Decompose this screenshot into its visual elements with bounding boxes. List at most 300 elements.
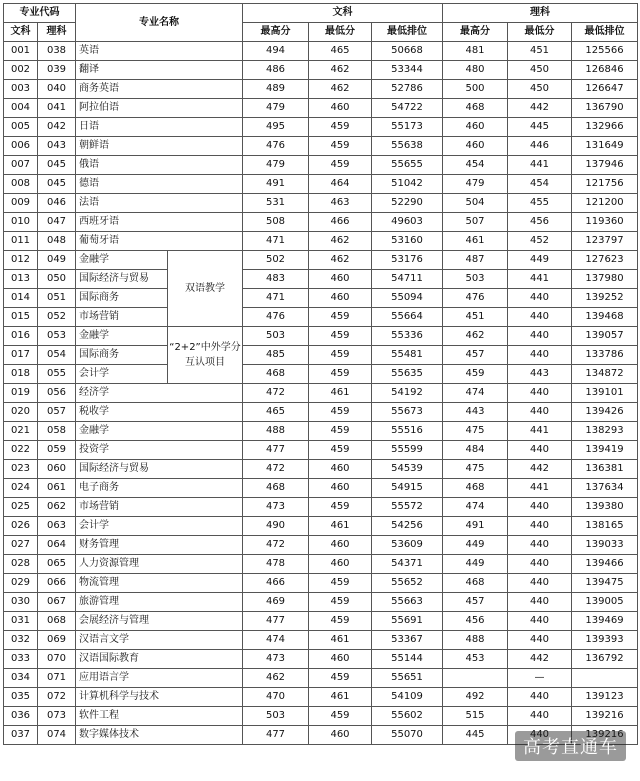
major-name-cell: 旅游管理 bbox=[76, 593, 243, 612]
table-row bbox=[4, 42, 638, 61]
li-min-cell: 454 bbox=[508, 175, 572, 194]
wen-rank-header: 最低排位 bbox=[372, 23, 443, 42]
wen-min-cell: 459 bbox=[309, 422, 372, 441]
li-max-cell: 474 bbox=[443, 498, 508, 517]
major-name-cell: 德语 bbox=[76, 175, 243, 194]
li-max-cell: 476 bbox=[443, 289, 508, 308]
wen-min-cell: 459 bbox=[309, 441, 372, 460]
table-row bbox=[4, 669, 638, 688]
li-code-cell: 067 bbox=[38, 593, 76, 612]
wen-min-cell: 460 bbox=[309, 555, 372, 574]
table-row bbox=[4, 156, 638, 175]
li-min-cell: 456 bbox=[508, 213, 572, 232]
wen-rank-cell: 55635 bbox=[372, 365, 443, 384]
table-row bbox=[4, 80, 638, 99]
li-code-cell: 066 bbox=[38, 574, 76, 593]
wen-max-cell: 472 bbox=[243, 384, 309, 403]
li-code-cell: 059 bbox=[38, 441, 76, 460]
wen-min-cell: 459 bbox=[309, 498, 372, 517]
wen-max-cell: 476 bbox=[243, 137, 309, 156]
wen-rank-cell: 53344 bbox=[372, 61, 443, 80]
li-max-cell: 475 bbox=[443, 460, 508, 479]
wen-rank-cell: 54539 bbox=[372, 460, 443, 479]
wen-rank-cell: 49603 bbox=[372, 213, 443, 232]
major-name-cell: 市场营销 bbox=[76, 498, 243, 517]
wen-max-cell: 488 bbox=[243, 422, 309, 441]
bilingual-note: 双语教学 bbox=[168, 251, 243, 327]
wen-min-cell: 459 bbox=[309, 612, 372, 631]
li-code-cell: 040 bbox=[38, 80, 76, 99]
wen-rank-cell: 54722 bbox=[372, 99, 443, 118]
li-code-cell: 054 bbox=[38, 346, 76, 365]
wen-rank-cell: 54371 bbox=[372, 555, 443, 574]
li-rank-cell: 136792 bbox=[572, 650, 638, 669]
wen-code-cell: 031 bbox=[4, 612, 38, 631]
li-code-cell: 058 bbox=[38, 422, 76, 441]
wen-max-header: 最高分 bbox=[243, 23, 309, 42]
li-max-cell: 456 bbox=[443, 612, 508, 631]
li-rank-cell: 121200 bbox=[572, 194, 638, 213]
wen-code-cell: 025 bbox=[4, 498, 38, 517]
li-code-header: 理科 bbox=[38, 23, 76, 42]
li-code-cell: 045 bbox=[38, 156, 76, 175]
wen-code-cell: 004 bbox=[4, 99, 38, 118]
li-rank-cell: 139469 bbox=[572, 612, 638, 631]
major-name-cell: 会计学 bbox=[76, 365, 168, 384]
wen-min-cell: 461 bbox=[309, 688, 372, 707]
wen-min-cell: 459 bbox=[309, 403, 372, 422]
li-rank-header: 最低排位 bbox=[572, 23, 638, 42]
wen-code-cell: 013 bbox=[4, 270, 38, 289]
li-min-cell: 450 bbox=[508, 61, 572, 80]
major-name-cell: 汉语国际教育 bbox=[76, 650, 243, 669]
wen-code-cell: 011 bbox=[4, 232, 38, 251]
wen-rank-cell: 55655 bbox=[372, 156, 443, 175]
li-max-cell: 479 bbox=[443, 175, 508, 194]
li-rank-cell: 139380 bbox=[572, 498, 638, 517]
li-group-header: 理科 bbox=[443, 4, 638, 23]
wen-min-cell: 459 bbox=[309, 346, 372, 365]
li-min-cell: 445 bbox=[508, 118, 572, 137]
table-row bbox=[4, 346, 638, 365]
wen-min-cell: 460 bbox=[309, 479, 372, 498]
li-code-cell: 061 bbox=[38, 479, 76, 498]
wen-code-cell: 022 bbox=[4, 441, 38, 460]
table-row bbox=[4, 688, 638, 707]
li-code-cell: 057 bbox=[38, 403, 76, 422]
li-rank-cell: 136790 bbox=[572, 99, 638, 118]
li-min-cell: 442 bbox=[508, 650, 572, 669]
li-max-cell: 460 bbox=[443, 118, 508, 137]
wen-rank-cell: 55602 bbox=[372, 707, 443, 726]
wen-code-cell: 003 bbox=[4, 80, 38, 99]
table-row bbox=[4, 118, 638, 137]
wen-code-cell: 018 bbox=[4, 365, 38, 384]
li-rank-cell: 127623 bbox=[572, 251, 638, 270]
li-rank-cell: 139426 bbox=[572, 403, 638, 422]
li-min-cell: 443 bbox=[508, 365, 572, 384]
table-row bbox=[4, 650, 638, 669]
li-rank-cell: 138165 bbox=[572, 517, 638, 536]
wen-min-cell: 460 bbox=[309, 650, 372, 669]
li-rank-cell: 137980 bbox=[572, 270, 638, 289]
li-rank-cell: 139475 bbox=[572, 574, 638, 593]
wen-min-cell: 463 bbox=[309, 194, 372, 213]
li-code-cell: 056 bbox=[38, 384, 76, 403]
table-row bbox=[4, 517, 638, 536]
li-max-cell: 475 bbox=[443, 422, 508, 441]
wen-min-cell: 459 bbox=[309, 669, 372, 688]
wen-max-cell: 462 bbox=[243, 669, 309, 688]
li-max-cell bbox=[443, 669, 508, 688]
wen-min-cell: 462 bbox=[309, 61, 372, 80]
wen-min-cell: 459 bbox=[309, 574, 372, 593]
wen-code-cell: 037 bbox=[4, 726, 38, 745]
wen-rank-cell: 55516 bbox=[372, 422, 443, 441]
wen-code-cell: 034 bbox=[4, 669, 38, 688]
major-name-cell: 商务英语 bbox=[76, 80, 243, 99]
li-code-cell: 068 bbox=[38, 612, 76, 631]
wen-max-cell: 489 bbox=[243, 80, 309, 99]
major-name-cell: 阿拉伯语 bbox=[76, 99, 243, 118]
major-name-cell: 会展经济与管理 bbox=[76, 612, 243, 631]
major-name-cell: 葡萄牙语 bbox=[76, 232, 243, 251]
major-name-cell: 市场营销 bbox=[76, 308, 168, 327]
li-max-cell: 468 bbox=[443, 479, 508, 498]
wen-code-cell: 015 bbox=[4, 308, 38, 327]
li-rank-cell: 139216 bbox=[572, 726, 638, 745]
li-max-cell: 443 bbox=[443, 403, 508, 422]
li-rank-cell: 139057 bbox=[572, 327, 638, 346]
wen-max-cell: 474 bbox=[243, 631, 309, 650]
li-min-cell: 442 bbox=[508, 460, 572, 479]
li-rank-cell: 139033 bbox=[572, 536, 638, 555]
wen-max-cell: 531 bbox=[243, 194, 309, 213]
li-rank-cell: 119360 bbox=[572, 213, 638, 232]
major-name-cell: 数字媒体技术 bbox=[76, 726, 243, 745]
li-min-cell: 451 bbox=[508, 42, 572, 61]
li-rank-cell: 139468 bbox=[572, 308, 638, 327]
wen-code-cell: 023 bbox=[4, 460, 38, 479]
major-name-cell: 软件工程 bbox=[76, 707, 243, 726]
li-code-cell: 041 bbox=[38, 99, 76, 118]
wen-code-cell: 033 bbox=[4, 650, 38, 669]
wen-rank-cell: 54256 bbox=[372, 517, 443, 536]
wen-max-cell: 468 bbox=[243, 479, 309, 498]
wen-min-cell: 460 bbox=[309, 460, 372, 479]
li-code-cell: 063 bbox=[38, 517, 76, 536]
li-min-cell: 440 bbox=[508, 289, 572, 308]
li-max-cell: 445 bbox=[443, 726, 508, 745]
li-max-cell: 449 bbox=[443, 536, 508, 555]
table-row bbox=[4, 213, 638, 232]
wen-rank-cell: 55664 bbox=[372, 308, 443, 327]
wen-code-cell: 009 bbox=[4, 194, 38, 213]
li-code-cell: 060 bbox=[38, 460, 76, 479]
wen-max-cell: 477 bbox=[243, 441, 309, 460]
li-code-cell: 047 bbox=[38, 213, 76, 232]
li-max-cell: 503 bbox=[443, 270, 508, 289]
li-min-cell: 441 bbox=[508, 479, 572, 498]
wen-rank-cell: 55652 bbox=[372, 574, 443, 593]
wen-max-cell: 491 bbox=[243, 175, 309, 194]
table-row bbox=[4, 441, 638, 460]
table-row bbox=[4, 289, 638, 308]
major-name-cell: 电子商务 bbox=[76, 479, 243, 498]
wen-max-cell: 465 bbox=[243, 403, 309, 422]
code-group-header: 专业代码 bbox=[4, 4, 76, 23]
table-row bbox=[4, 536, 638, 555]
li-max-cell: 453 bbox=[443, 650, 508, 669]
wen-code-cell: 028 bbox=[4, 555, 38, 574]
wen-code-cell: 027 bbox=[4, 536, 38, 555]
li-min-cell: 450 bbox=[508, 80, 572, 99]
li-code-cell: 062 bbox=[38, 498, 76, 517]
wen-rank-cell: 53160 bbox=[372, 232, 443, 251]
table-row bbox=[4, 422, 638, 441]
li-rank-cell: 139419 bbox=[572, 441, 638, 460]
li-code-cell: 042 bbox=[38, 118, 76, 137]
wen-code-cell: 007 bbox=[4, 156, 38, 175]
li-min-cell: 440 bbox=[508, 536, 572, 555]
wen-min-cell: 462 bbox=[309, 80, 372, 99]
major-name-cell: 投资学 bbox=[76, 441, 243, 460]
wen-rank-cell: 54192 bbox=[372, 384, 443, 403]
li-max-cell: 507 bbox=[443, 213, 508, 232]
major-name-cell: 汉语言文学 bbox=[76, 631, 243, 650]
table-row bbox=[4, 555, 638, 574]
li-max-cell: 461 bbox=[443, 232, 508, 251]
wen-code-cell: 030 bbox=[4, 593, 38, 612]
table-row bbox=[4, 460, 638, 479]
major-name-cell: 西班牙语 bbox=[76, 213, 243, 232]
wen-rank-cell: 55691 bbox=[372, 612, 443, 631]
li-min-header: 最低分 bbox=[508, 23, 572, 42]
wen-code-cell: 036 bbox=[4, 707, 38, 726]
wen-rank-cell: 55651 bbox=[372, 669, 443, 688]
li-rank-cell: 139101 bbox=[572, 384, 638, 403]
wen-code-cell: 026 bbox=[4, 517, 38, 536]
li-min-cell: 440 bbox=[508, 574, 572, 593]
li-min-cell: 449 bbox=[508, 251, 572, 270]
wen-rank-cell: 55673 bbox=[372, 403, 443, 422]
li-rank-cell: 125566 bbox=[572, 42, 638, 61]
li-min-cell: 440 bbox=[508, 726, 572, 745]
li-code-cell: 052 bbox=[38, 308, 76, 327]
major-name-cell: 会计学 bbox=[76, 517, 243, 536]
major-name-cell: 财务管理 bbox=[76, 536, 243, 555]
wen-max-cell: 502 bbox=[243, 251, 309, 270]
table-row bbox=[4, 593, 638, 612]
li-rank-cell: 139123 bbox=[572, 688, 638, 707]
wen-code-cell: 001 bbox=[4, 42, 38, 61]
wen-rank-cell: 55336 bbox=[372, 327, 443, 346]
wen-min-cell: 459 bbox=[309, 308, 372, 327]
wen-max-cell: 471 bbox=[243, 232, 309, 251]
li-code-cell: 071 bbox=[38, 669, 76, 688]
li-rank-cell: 139393 bbox=[572, 631, 638, 650]
wen-max-cell: 471 bbox=[243, 289, 309, 308]
li-rank-cell: 139252 bbox=[572, 289, 638, 308]
li-rank-cell bbox=[572, 669, 638, 688]
table-row bbox=[4, 175, 638, 194]
li-min-cell: 440 bbox=[508, 308, 572, 327]
li-max-cell: 457 bbox=[443, 593, 508, 612]
table-row bbox=[4, 498, 638, 517]
li-max-cell: 515 bbox=[443, 707, 508, 726]
wen-min-cell: 461 bbox=[309, 517, 372, 536]
wen-min-cell: 460 bbox=[309, 99, 372, 118]
wen-max-cell: 503 bbox=[243, 327, 309, 346]
wen-max-cell: 478 bbox=[243, 555, 309, 574]
table-row bbox=[4, 137, 638, 156]
wen-code-cell: 016 bbox=[4, 327, 38, 346]
li-min-cell: 440 bbox=[508, 498, 572, 517]
li-min-cell: 440 bbox=[508, 707, 572, 726]
major-name-cell: 金融学 bbox=[76, 327, 168, 346]
table-row bbox=[4, 574, 638, 593]
table-row bbox=[4, 61, 638, 80]
wen-code-cell: 029 bbox=[4, 574, 38, 593]
li-code-cell: 053 bbox=[38, 327, 76, 346]
wen-max-cell: 483 bbox=[243, 270, 309, 289]
wen-rank-cell: 52290 bbox=[372, 194, 443, 213]
li-code-cell: 049 bbox=[38, 251, 76, 270]
wen-max-cell: 479 bbox=[243, 99, 309, 118]
wen-min-cell: 459 bbox=[309, 707, 372, 726]
wen-max-cell: 485 bbox=[243, 346, 309, 365]
major-name-cell: 应用语言学 bbox=[76, 669, 243, 688]
li-max-cell: 454 bbox=[443, 156, 508, 175]
wen-rank-cell: 55481 bbox=[372, 346, 443, 365]
wen-rank-cell: 55094 bbox=[372, 289, 443, 308]
table-row bbox=[4, 270, 638, 289]
wen-min-header: 最低分 bbox=[309, 23, 372, 42]
major-name-cell: 国际商务 bbox=[76, 289, 168, 308]
table-row bbox=[4, 384, 638, 403]
wen-rank-cell: 55599 bbox=[372, 441, 443, 460]
li-max-cell: 460 bbox=[443, 137, 508, 156]
table-row bbox=[4, 308, 638, 327]
li-min-cell: 440 bbox=[508, 631, 572, 650]
li-rank-cell: 126846 bbox=[572, 61, 638, 80]
wen-rank-cell: 55173 bbox=[372, 118, 443, 137]
li-min-cell: 440 bbox=[508, 327, 572, 346]
wen-min-cell: 459 bbox=[309, 118, 372, 137]
wen-max-cell: 479 bbox=[243, 156, 309, 175]
wen-code-cell: 014 bbox=[4, 289, 38, 308]
li-code-cell: 046 bbox=[38, 194, 76, 213]
table-row bbox=[4, 194, 638, 213]
wen-min-cell: 461 bbox=[309, 384, 372, 403]
wen-min-cell: 462 bbox=[309, 251, 372, 270]
major-name-cell: 物流管理 bbox=[76, 574, 243, 593]
li-max-cell: 491 bbox=[443, 517, 508, 536]
wen-max-cell: 473 bbox=[243, 498, 309, 517]
wen-code-header: 文科 bbox=[4, 23, 38, 42]
wen-rank-cell: 53609 bbox=[372, 536, 443, 555]
wen-code-cell: 008 bbox=[4, 175, 38, 194]
table-row bbox=[4, 707, 638, 726]
wen-min-cell: 464 bbox=[309, 175, 372, 194]
wen-rank-cell: 55070 bbox=[372, 726, 443, 745]
li-min-cell: 441 bbox=[508, 422, 572, 441]
li-code-cell: 055 bbox=[38, 365, 76, 384]
li-max-cell: 504 bbox=[443, 194, 508, 213]
li-code-cell: 065 bbox=[38, 555, 76, 574]
li-max-cell: 481 bbox=[443, 42, 508, 61]
li-rank-cell: 123797 bbox=[572, 232, 638, 251]
watermark: 高考直通车 bbox=[515, 731, 626, 761]
li-code-cell: 039 bbox=[38, 61, 76, 80]
wen-max-cell: 477 bbox=[243, 612, 309, 631]
wen-code-cell: 002 bbox=[4, 61, 38, 80]
wen-min-cell: 462 bbox=[309, 232, 372, 251]
wen-code-cell: 020 bbox=[4, 403, 38, 422]
wen-max-cell: 494 bbox=[243, 42, 309, 61]
wen-rank-cell: 55638 bbox=[372, 137, 443, 156]
wen-rank-cell: 53367 bbox=[372, 631, 443, 650]
wen-max-cell: 476 bbox=[243, 308, 309, 327]
wen-code-cell: 032 bbox=[4, 631, 38, 650]
li-min-cell: 440 bbox=[508, 555, 572, 574]
wen-max-cell: 469 bbox=[243, 593, 309, 612]
li-code-cell: 051 bbox=[38, 289, 76, 308]
wen-rank-cell: 54711 bbox=[372, 270, 443, 289]
li-code-cell: 048 bbox=[38, 232, 76, 251]
li-max-cell: 468 bbox=[443, 99, 508, 118]
li-min-cell: 440 bbox=[508, 441, 572, 460]
major-name-cell: 日语 bbox=[76, 118, 243, 137]
li-min-cell: 455 bbox=[508, 194, 572, 213]
li-rank-cell: 131649 bbox=[572, 137, 638, 156]
li-max-cell: 492 bbox=[443, 688, 508, 707]
wen-min-cell: 466 bbox=[309, 213, 372, 232]
wen-rank-cell: 55663 bbox=[372, 593, 443, 612]
li-code-cell: 073 bbox=[38, 707, 76, 726]
wen-rank-cell: 55144 bbox=[372, 650, 443, 669]
li-min-cell: 452 bbox=[508, 232, 572, 251]
wen-max-cell: 468 bbox=[243, 365, 309, 384]
wen-code-cell: 035 bbox=[4, 688, 38, 707]
table-row bbox=[4, 365, 638, 384]
wen-min-cell: 460 bbox=[309, 270, 372, 289]
li-rank-cell: 126647 bbox=[572, 80, 638, 99]
wen-rank-cell: 54109 bbox=[372, 688, 443, 707]
wen-rank-cell: 54915 bbox=[372, 479, 443, 498]
li-min-cell: 441 bbox=[508, 270, 572, 289]
wen-group-header: 文科 bbox=[243, 4, 443, 23]
table-row bbox=[4, 327, 638, 346]
wen-max-cell: 477 bbox=[243, 726, 309, 745]
wen-max-cell: 508 bbox=[243, 213, 309, 232]
wen-code-cell: 019 bbox=[4, 384, 38, 403]
table-row bbox=[4, 99, 638, 118]
li-max-cell: 449 bbox=[443, 555, 508, 574]
major-name-cell: 人力资源管理 bbox=[76, 555, 243, 574]
li-rank-cell: 137634 bbox=[572, 479, 638, 498]
admission-score-table bbox=[3, 3, 638, 745]
li-code-cell: 064 bbox=[38, 536, 76, 555]
wen-max-cell: 495 bbox=[243, 118, 309, 137]
li-min-cell: 442 bbox=[508, 99, 572, 118]
wen-rank-cell: 50668 bbox=[372, 42, 443, 61]
li-max-cell: 487 bbox=[443, 251, 508, 270]
li-max-cell: 480 bbox=[443, 61, 508, 80]
wen-min-cell: 459 bbox=[309, 156, 372, 175]
major-name-header: 专业名称 bbox=[76, 4, 243, 42]
li-rank-cell: 139216 bbox=[572, 707, 638, 726]
